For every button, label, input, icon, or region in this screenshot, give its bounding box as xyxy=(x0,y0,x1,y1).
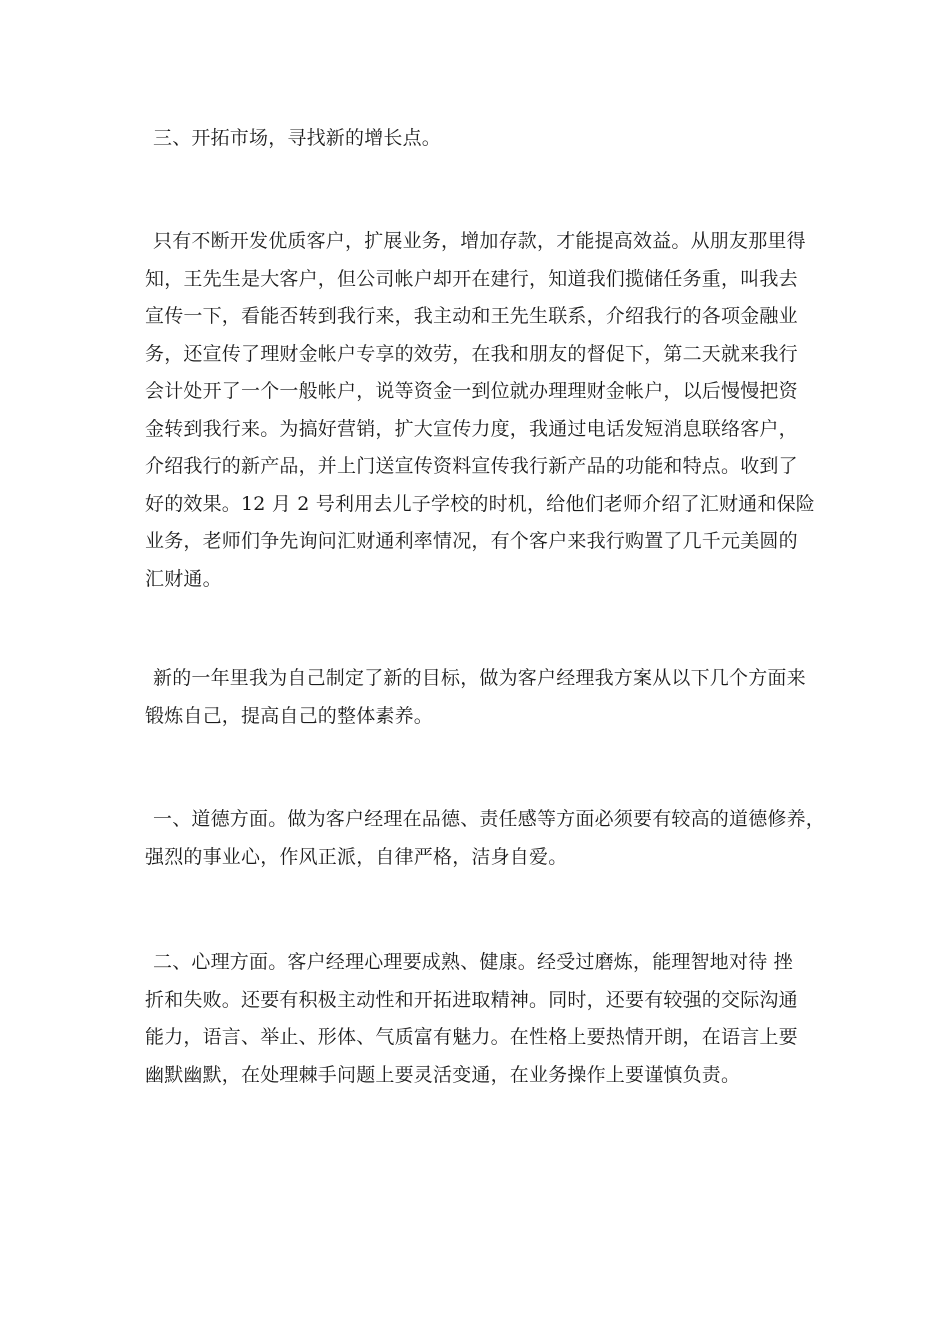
paragraph-line: 宣传一下，看能否转到我行来，我主动和王先生联系，介绍我行的各项金融业 xyxy=(145,305,798,327)
paragraph-new-year-goals xyxy=(145,660,815,735)
paragraph-line: 汇财通。 xyxy=(145,567,222,590)
paragraph-psychological-aspect xyxy=(145,944,815,1094)
paragraph-line: 二、心理方面。客户经理心理要成熟、健康。经受过磨炼，能理智地对待 挫 xyxy=(153,951,793,973)
paragraph-line: 好的效果。12 月 2 号利用去儿子学校的时机，给他们老师介绍了汇财通和保险 xyxy=(145,492,815,515)
paragraph-line: 只有不断开发优质客户，扩展业务，增加存款，才能提高效益。从朋友那里得 xyxy=(153,230,806,252)
paragraph-line: 金转到我行来。为搞好营销，扩大宣传力度，我通过电话发短消息联络客户， xyxy=(145,417,798,440)
paragraph-line: 知，王先生是大客户，但公司帐户却开在建行，知道我们揽储任务重，叫我去 xyxy=(145,267,798,290)
paragraph-line: 会计处开了一个一般帐户，说等资金一到位就办理理财金帐户，以后慢慢把资 xyxy=(145,380,798,402)
paragraph-market-expansion xyxy=(145,223,815,598)
paragraph-line: 折和失败。还要有积极主动性和开拓进取精神。同时，还要有较强的交际沟通 xyxy=(145,988,798,1011)
paragraph-line: 一、道德方面。做为客户经理在品德、责任感等方面必须要有较高的道德修养， xyxy=(153,808,826,830)
paragraph-line: 幽默幽默，在处理棘手问题上要灵活变通，在业务操作上要谨慎负责。 xyxy=(145,1063,741,1086)
paragraph-line: 锻炼自己，提高自己的整体素养。 xyxy=(145,704,434,727)
paragraph-line: 能力，语言、举止、形体、气质富有魅力。在性格上要热情开朗，在语言上要 xyxy=(145,1026,798,1048)
heading-text: 三、开拓市场，寻找新的增长点。 xyxy=(153,127,442,149)
paragraph-line: 介绍我行的新产品，并上门送宣传资料宣传我行新产品的功能和特点。收到了 xyxy=(145,455,798,477)
paragraph-moral-aspect xyxy=(145,801,826,876)
paragraph-line: 业务，老师们争先询问汇财通利率情况，有个客户来我行购置了几千元美圆的 xyxy=(145,530,798,552)
section-heading-three xyxy=(145,120,815,158)
paragraph-line: 务，还宣传了理财金帐户专享的效劳，在我和朋友的督促下，第二天就来我行 xyxy=(145,342,798,365)
paragraph-line: 强烈的事业心，作风正派，自律严格，洁身自爱。 xyxy=(145,845,568,868)
paragraph-line: 新的一年里我为自己制定了新的目标，做为客户经理我方案从以下几个方面来 xyxy=(153,667,806,689)
